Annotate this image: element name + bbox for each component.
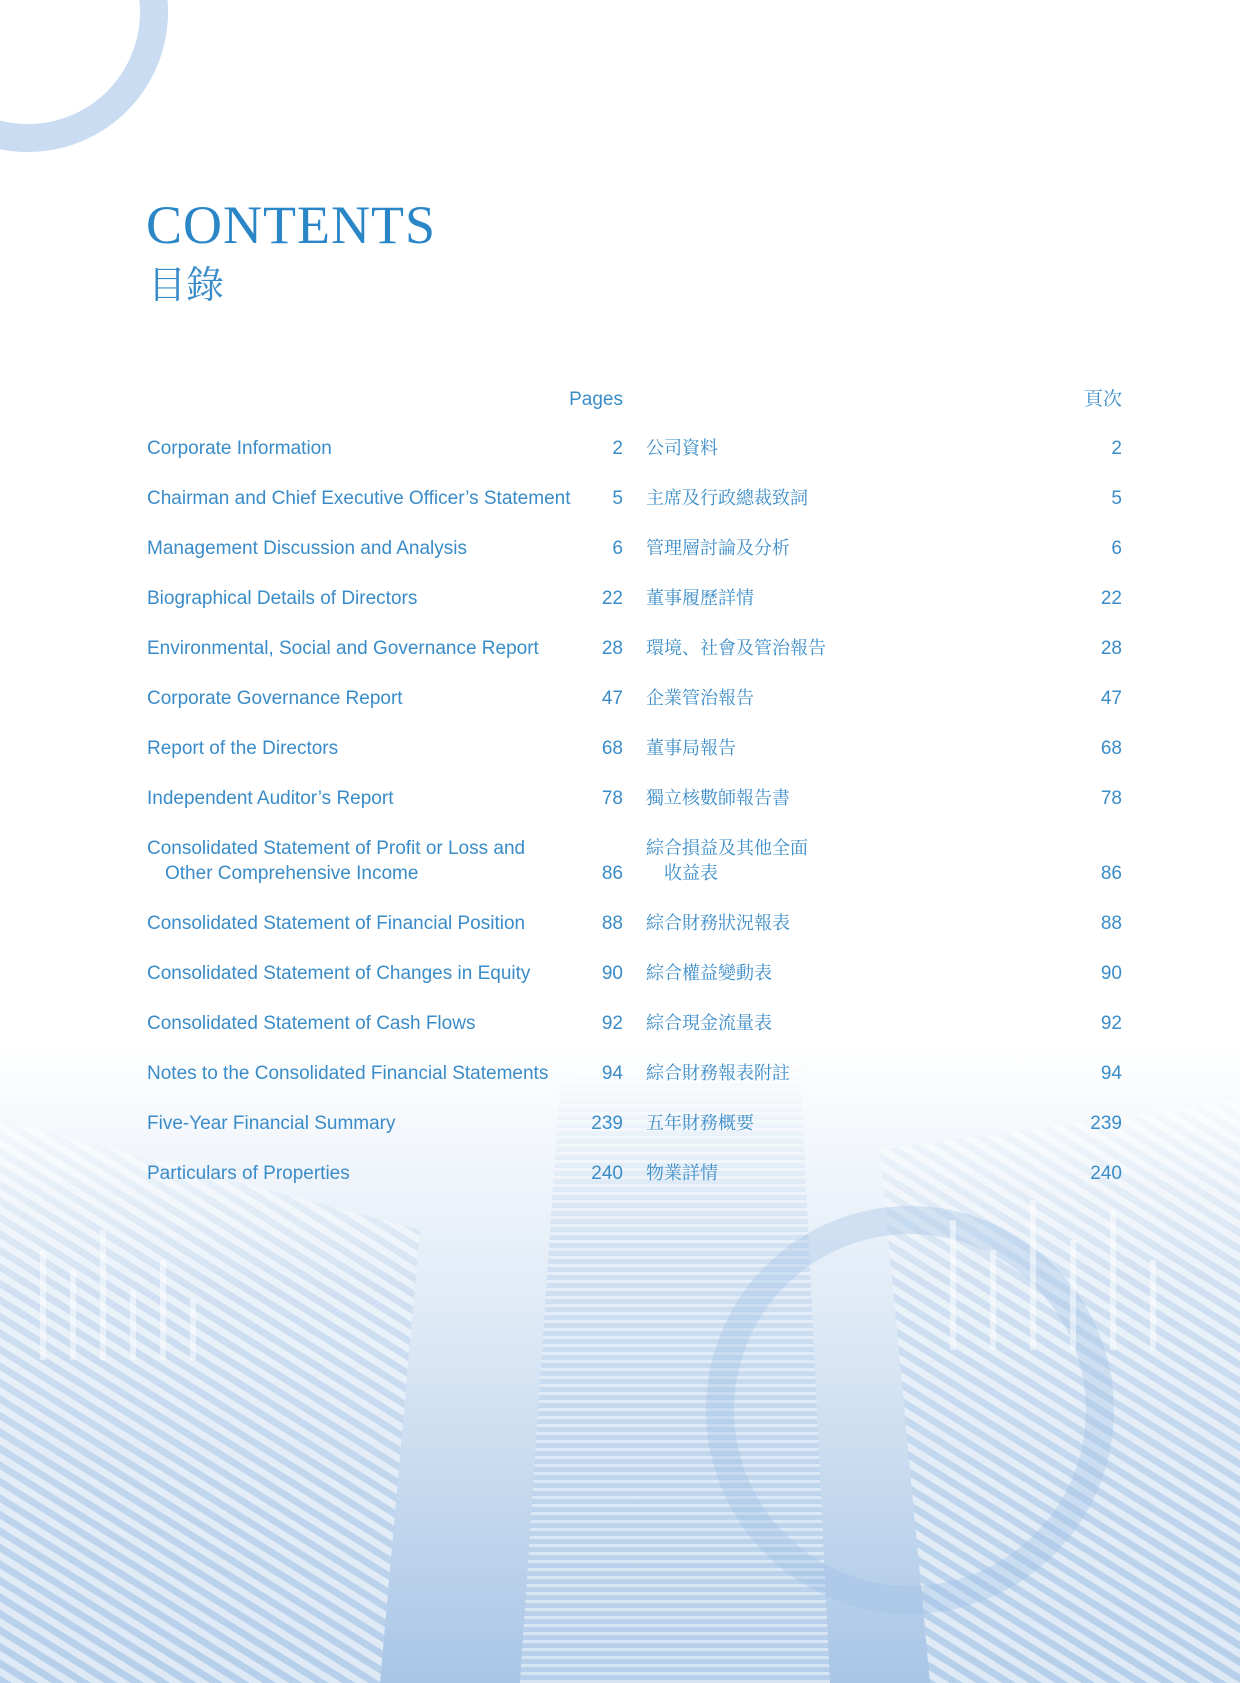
- pages-header-chinese: 頁次: [1083, 389, 1122, 410]
- toc-entry-title: Corporate Information: [147, 438, 332, 459]
- toc-entry-page-chinese: 92: [1100, 1013, 1122, 1034]
- toc-entry-page-chinese: 22: [1100, 588, 1122, 609]
- toc-entry-page: 240: [591, 1163, 623, 1184]
- toc-entry-page: 28: [601, 638, 623, 659]
- toc-entry-title: Particulars of Properties: [147, 1163, 350, 1184]
- page-title: CONTENTS: [146, 195, 436, 255]
- toc-entry[interactable]: [0, 636, 1240, 686]
- toc-entry[interactable]: [0, 911, 1240, 961]
- toc-entry[interactable]: [0, 436, 1240, 486]
- toc-entry-page: 90: [601, 963, 623, 984]
- toc-entry-title-line1: Consolidated Statement of Profit or Loss and: [147, 838, 526, 859]
- toc-entry[interactable]: [0, 836, 1240, 911]
- toc-entry-page-chinese: 6: [1111, 538, 1122, 559]
- toc-entry-page-chinese: 94: [1100, 1063, 1122, 1084]
- toc-entry[interactable]: [0, 1161, 1240, 1211]
- toc-entry-title-chinese: 物業詳情: [646, 1163, 718, 1184]
- toc-entry-title: Report of the Directors: [147, 738, 339, 759]
- toc-entry[interactable]: [0, 686, 1240, 736]
- toc-entry[interactable]: [0, 1111, 1240, 1161]
- toc-entry-page-chinese: 90: [1100, 963, 1122, 984]
- toc-entry[interactable]: [0, 536, 1240, 586]
- toc-entry-title-chinese: 董事履歷詳情: [646, 588, 754, 609]
- toc-entry-title-chinese: 公司資料: [646, 438, 718, 459]
- toc-entry-title: Consolidated Statement of Changes in Equity: [147, 963, 531, 984]
- toc-entry[interactable]: [0, 961, 1240, 1011]
- toc-entry[interactable]: [0, 486, 1240, 536]
- toc-entry-page: 239: [591, 1113, 623, 1134]
- toc-entry-title: Chairman and Chief Executive Officer’s Statement: [147, 488, 571, 509]
- toc-entry-page-chinese: 86: [1100, 863, 1122, 884]
- toc-entry-page-chinese: 88: [1100, 913, 1122, 934]
- toc-entry-title: Consolidated Statement of Financial Position: [147, 913, 526, 934]
- toc-entry-page: 6: [612, 538, 623, 559]
- toc-entry[interactable]: [0, 786, 1240, 836]
- toc-entry-page: 2: [612, 438, 623, 459]
- toc-entry-title-chinese: 綜合財務報表附註: [646, 1063, 790, 1084]
- toc-entry-title-chinese: 五年財務概要: [646, 1113, 754, 1134]
- page-title-chinese: 目錄: [148, 263, 225, 307]
- toc-entry-title-chinese: 董事局報告: [646, 738, 736, 759]
- toc-entry-page: 94: [601, 1063, 623, 1084]
- toc-entry-title-chinese: [646, 836, 946, 886]
- toc-entry-title-line2: Other Comprehensive Income: [165, 863, 419, 884]
- toc-entry-page-chinese: 240: [1090, 1163, 1122, 1184]
- toc-entry-title: [147, 836, 587, 886]
- toc-entry-title-chinese-line1: 綜合損益及其他全面: [646, 838, 808, 859]
- toc-entry-title-chinese-line2: 收益表: [664, 863, 718, 884]
- toc-entry[interactable]: [0, 1061, 1240, 1111]
- toc-entry-page: 47: [601, 688, 623, 709]
- toc-entry-title-chinese: 環境、社會及管治報告: [646, 638, 826, 659]
- toc-entry-page-chinese: 68: [1100, 738, 1122, 759]
- toc-entry-title: Corporate Governance Report: [147, 688, 403, 709]
- toc-entry-title: Biographical Details of Directors: [147, 588, 418, 609]
- toc-entry-title-chinese: 管理層討論及分析: [646, 538, 790, 559]
- toc-entry-title-chinese: 綜合財務狀況報表: [646, 913, 790, 934]
- toc-entry-page-chinese: 5: [1111, 488, 1122, 509]
- toc-entry-title: Management Discussion and Analysis: [147, 538, 468, 559]
- toc-entry-page: 86: [601, 863, 623, 884]
- toc-entry-title: Consolidated Statement of Cash Flows: [147, 1013, 476, 1034]
- toc-entry-page: 22: [601, 588, 623, 609]
- toc-entry-page: 5: [612, 488, 623, 509]
- toc-entry-title: Five-Year Financial Summary: [147, 1113, 396, 1134]
- toc-entry[interactable]: [0, 586, 1240, 636]
- toc-entry-page: 88: [601, 913, 623, 934]
- toc-entry-page-chinese: 28: [1100, 638, 1122, 659]
- toc-entry-title-chinese: 主席及行政總裁致詞: [646, 488, 808, 509]
- toc-entry[interactable]: [0, 1011, 1240, 1061]
- toc-entry-title-chinese: 綜合權益變動表: [646, 963, 772, 984]
- toc-entry-page: 68: [601, 738, 623, 759]
- toc-entry-page: 92: [601, 1013, 623, 1034]
- toc-entry[interactable]: [0, 736, 1240, 786]
- toc-entry-title-chinese: 綜合現金流量表: [646, 1013, 772, 1034]
- toc-entry-title: Notes to the Consolidated Financial Statements: [147, 1063, 549, 1084]
- table-of-contents: [0, 436, 1240, 1211]
- toc-entry-page-chinese: 239: [1090, 1113, 1122, 1134]
- toc-entry-title: Independent Auditor’s Report: [147, 788, 394, 809]
- toc-entry-title-chinese: 企業管治報告: [646, 688, 754, 709]
- toc-entry-page: 78: [601, 788, 623, 809]
- toc-entry-title-chinese: 獨立核數師報告書: [646, 788, 790, 809]
- pages-header: Pages: [569, 389, 623, 410]
- toc-entry-page-chinese: 47: [1100, 688, 1122, 709]
- toc-entry-page-chinese: 2: [1111, 438, 1122, 459]
- toc-entry-page-chinese: 78: [1100, 788, 1122, 809]
- toc-entry-title: Environmental, Social and Governance Report: [147, 638, 539, 659]
